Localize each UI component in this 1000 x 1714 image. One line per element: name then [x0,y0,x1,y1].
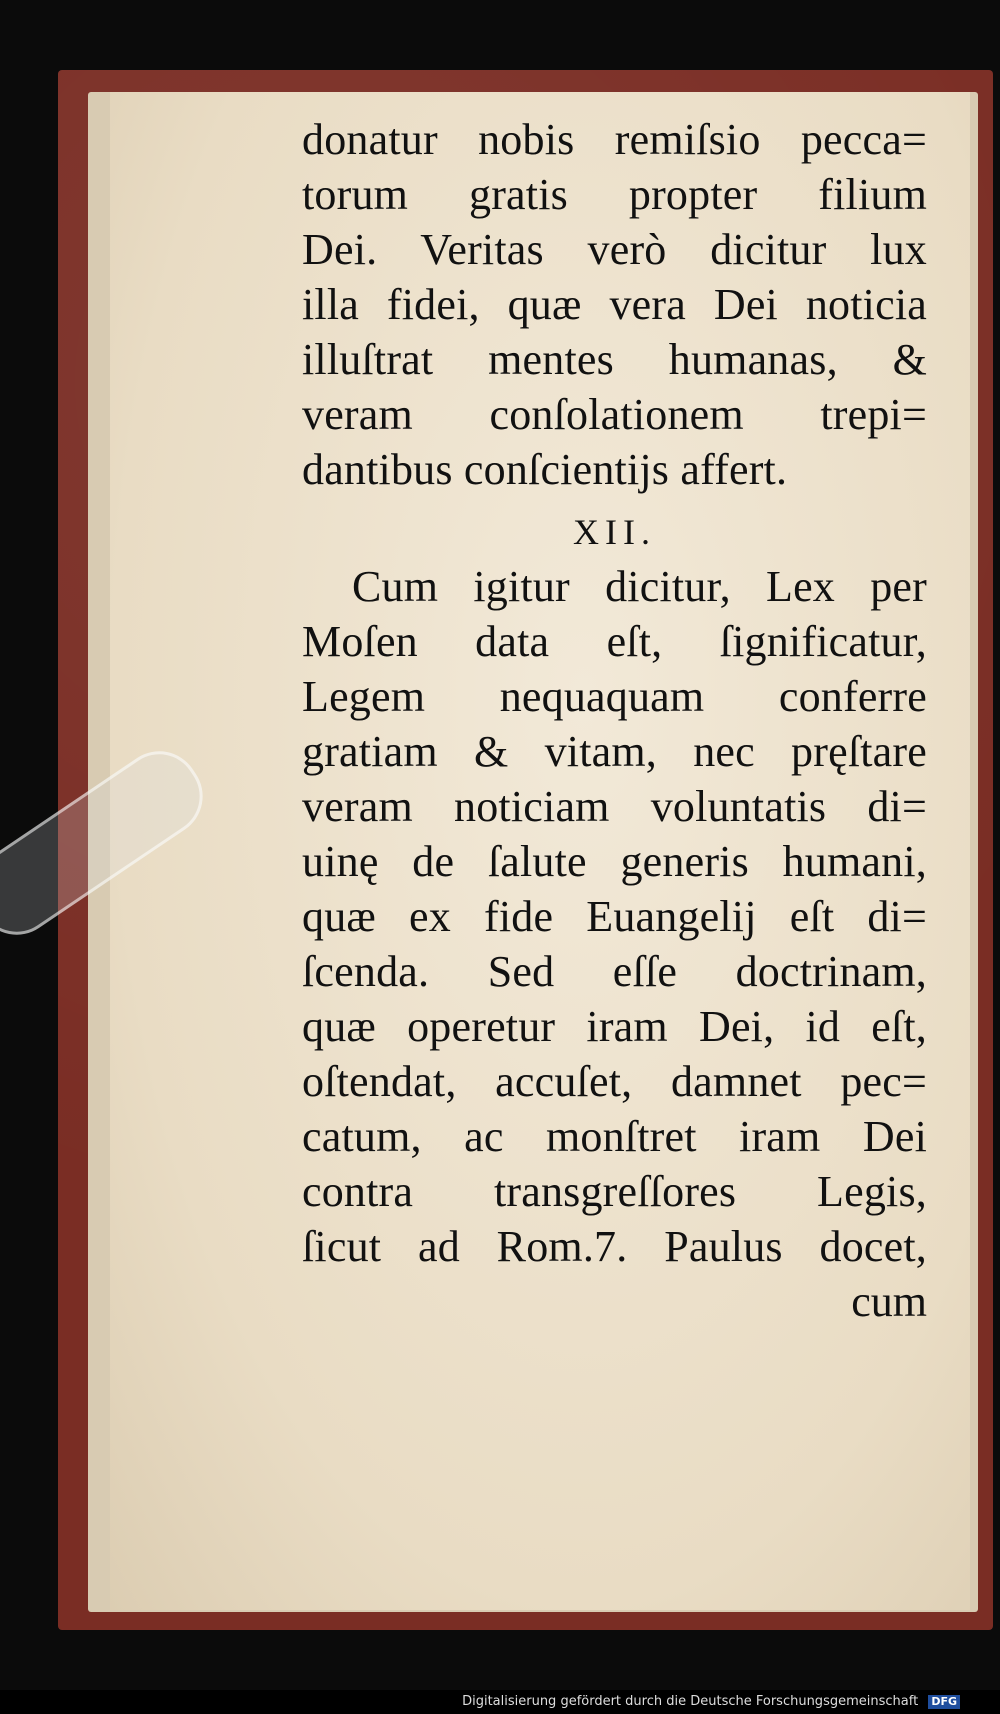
text-line: illa fidei, quæ vera Dei noticia [302,280,927,329]
text-line: veram conſolationem trepi= [302,390,927,439]
text-line: quæ operetur iram Dei, id eſt, [302,1002,927,1051]
text-line: illuſtrat mentes humanas, & [302,335,927,384]
dfg-logo: DFG [928,1695,960,1709]
text-line: gratiam & vitam, nec pręſtare [302,727,927,776]
text-line: Legem nequaquam conferre [302,672,927,721]
text-line: ſicut ad Rom.7. Paulus docet, [302,1222,927,1271]
text-line: uinę de ſalute generis humani, [302,837,927,886]
text-line: ſcenda. Sed eſſe doctrinam, [302,947,927,996]
text-line: contra transgreſſores Legis, [302,1167,927,1216]
text-line: Moſen data eſt, ſignificatur, [302,617,927,666]
text-line: dantibus conſcientijs affert. [302,445,788,494]
text-line: torum gratis propter filium [302,170,927,219]
footer-bar [0,1690,1000,1714]
section-heading: XII. [573,512,656,552]
text-line: Dei. Veritas verò dicitur lux [302,225,927,274]
text-line: catum, ac monſtret iram Dei [302,1112,927,1161]
page-text [302,112,927,1329]
text-line: oſtendat, accuſet, damnet pec= [302,1057,927,1106]
footer-text: Digitalisierung gefördert durch die Deutsche Forschungsgemeinschaft [462,1694,919,1709]
text-line: donatur nobis remiſsio pecca= [302,115,927,164]
catchword: cum [851,1277,927,1326]
text-line: veram noticiam voluntatis di= [302,782,927,831]
text-line: quæ ex fide Euangelij eſt di= [302,892,927,941]
text-line: Cum igitur dicitur, Lex per [352,562,927,611]
